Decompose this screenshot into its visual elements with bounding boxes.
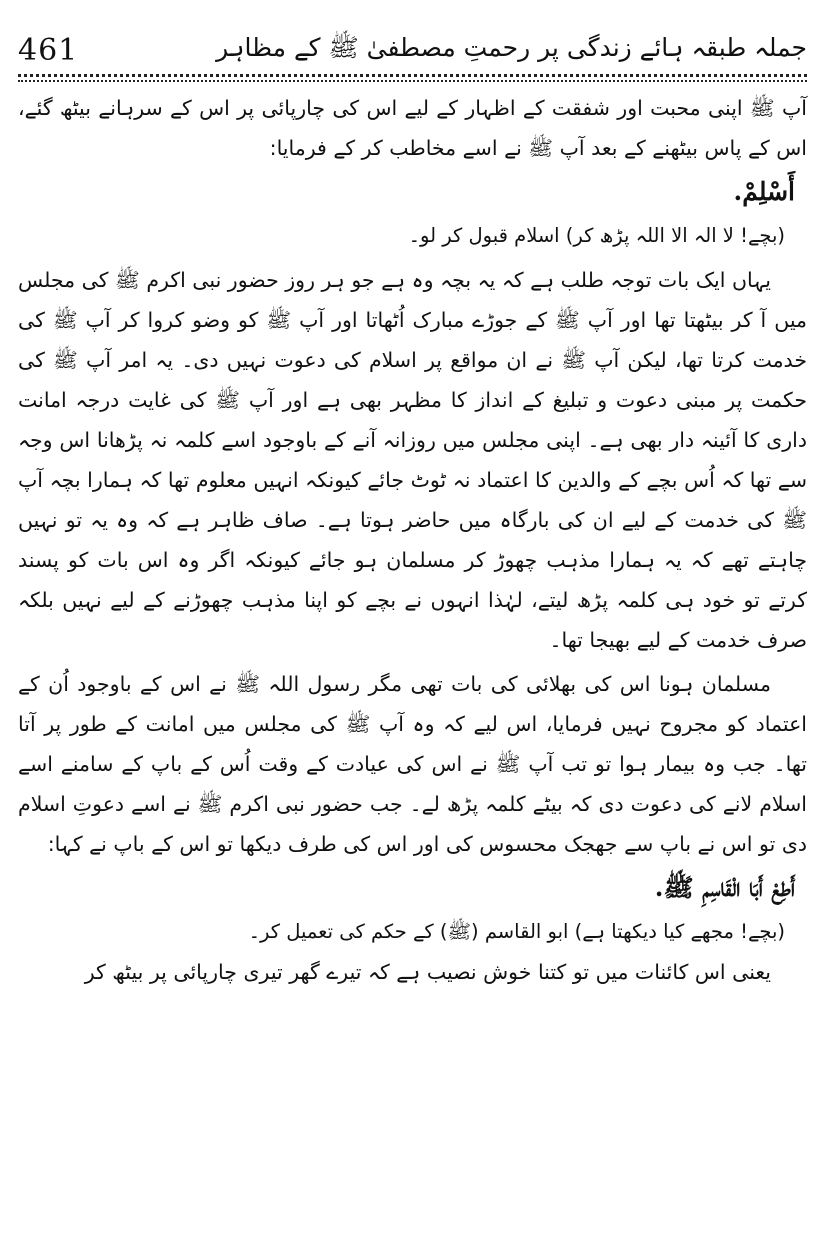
arabic-quote-aslim: أَسْلِمْ. (733, 177, 795, 206)
page-number: 461 (18, 32, 79, 68)
header-divider-secondary (18, 80, 807, 82)
running-title: جملہ طبقہ ہائے زندگی پر رحمتِ مصطفیٰ ﷺ کے مظاہر (216, 32, 807, 62)
translation-father: (بچے! مجھے کیا دیکھتا ہے) ابو القاسم (ﷺ) کے حکم کی تعمیل کر۔ (248, 920, 785, 943)
translation-aslim: (بچے! لا الہ الا اللہ پڑھ کر) اسلام قبول کر لو۔ (408, 224, 785, 247)
paragraph-trust: مسلمان ہونا اس کی بھلائی کی بات تھی مگر رسول اللہ ﷺ نے اس کے باوجود اُن کے اعتماد کو مجروح نہیں فرمایا، اس لیے کہ وہ آپ ﷺ کی مجلس میں امانت کے طور پر آتا تھا۔ جب وہ بیمار ہوا تو تب آپ ﷺ نے اس کی عیادت کے وقت اُس کے باپ کے سامنے اسے اسلام لانے کی دعوت دی کہ بیٹے کلمہ پڑھ لے۔ جب حضور نبی اکرم ﷺ نے اسے دعوتِ اسلام دی تو اس نے باپ سے جھجک محسوس کی اور اس کی طرف دیکھا تو اس کے باپ نے کہا: (18, 672, 807, 856)
paragraph-intro: آپ ﷺ اپنی محبت اور شفقت کے اظہار کے لیے اس کی چارپائی پر اس کے سرہانے بیٹھ گئے، اس کے پاس بیٹھنے کے بعد آپ ﷺ نے اسے مخاطب کر کے فرمایا: (18, 96, 807, 160)
arabic-quote-father: أَطِعْ أَبَا الْقَاسِمِ ﷺ. (654, 873, 795, 902)
header-divider (18, 74, 807, 77)
paragraph-explanation: یہاں ایک بات توجہ طلب ہے کہ یہ بچہ وہ ہے جو ہر روز حضور نبی اکرم ﷺ کی مجلس میں آ کر بیٹھتا تھا اور آپ ﷺ کے جوڑے مبارک اُٹھاتا اور آپ ﷺ کو وضو کروا کر آپ ﷺ کی خدمت کرتا تھا، لیکن آپ ﷺ نے ان مواقع پر اسلام کی دعوت نہیں دی۔ یہ امر آپ ﷺ کی حکمت پر مبنی دعوت و تبلیغ کے انداز کا مظہر بھی ہے اور آپ ﷺ کی غایت درجہ امانت داری کا آئینہ دار بھی ہے۔ اپنی مجلس میں روزانہ آنے کے باوجود اسے کلمہ نہ پڑھانا اس وجہ سے تھا کہ اُس بچے کے والدین کا اعتماد نہ ٹوٹ جائے کیونکہ انہیں معلوم تھا کہ ہمارا بچہ آپ ﷺ کی خدمت کے لیے ان کی بارگاہ میں حاضر ہوتا ہے۔ صاف ظاہر ہے کہ وہ یہ تو نہیں چاہتے تھے کہ یہ ہمارا مذہب چھوڑ کر مسلمان ہو جائے کیونکہ اگر وہ اس بات کو پسند کرتے تو خود ہی کلمہ پڑھ لیتے، لہٰذا انہوں نے بچے کو اپنا مذہب چھوڑنے کے لیے نہیں بلکہ صرف خدمت کے لیے بھیجا تھا۔ (18, 268, 807, 652)
body-text (18, 88, 807, 1259)
page-header (18, 28, 807, 72)
paragraph-continuation: یعنی اس کائنات میں تو کتنا خوش نصیب ہے کہ تیرے گھر تیری چارپائی پر بیٹھ کر (84, 960, 771, 984)
